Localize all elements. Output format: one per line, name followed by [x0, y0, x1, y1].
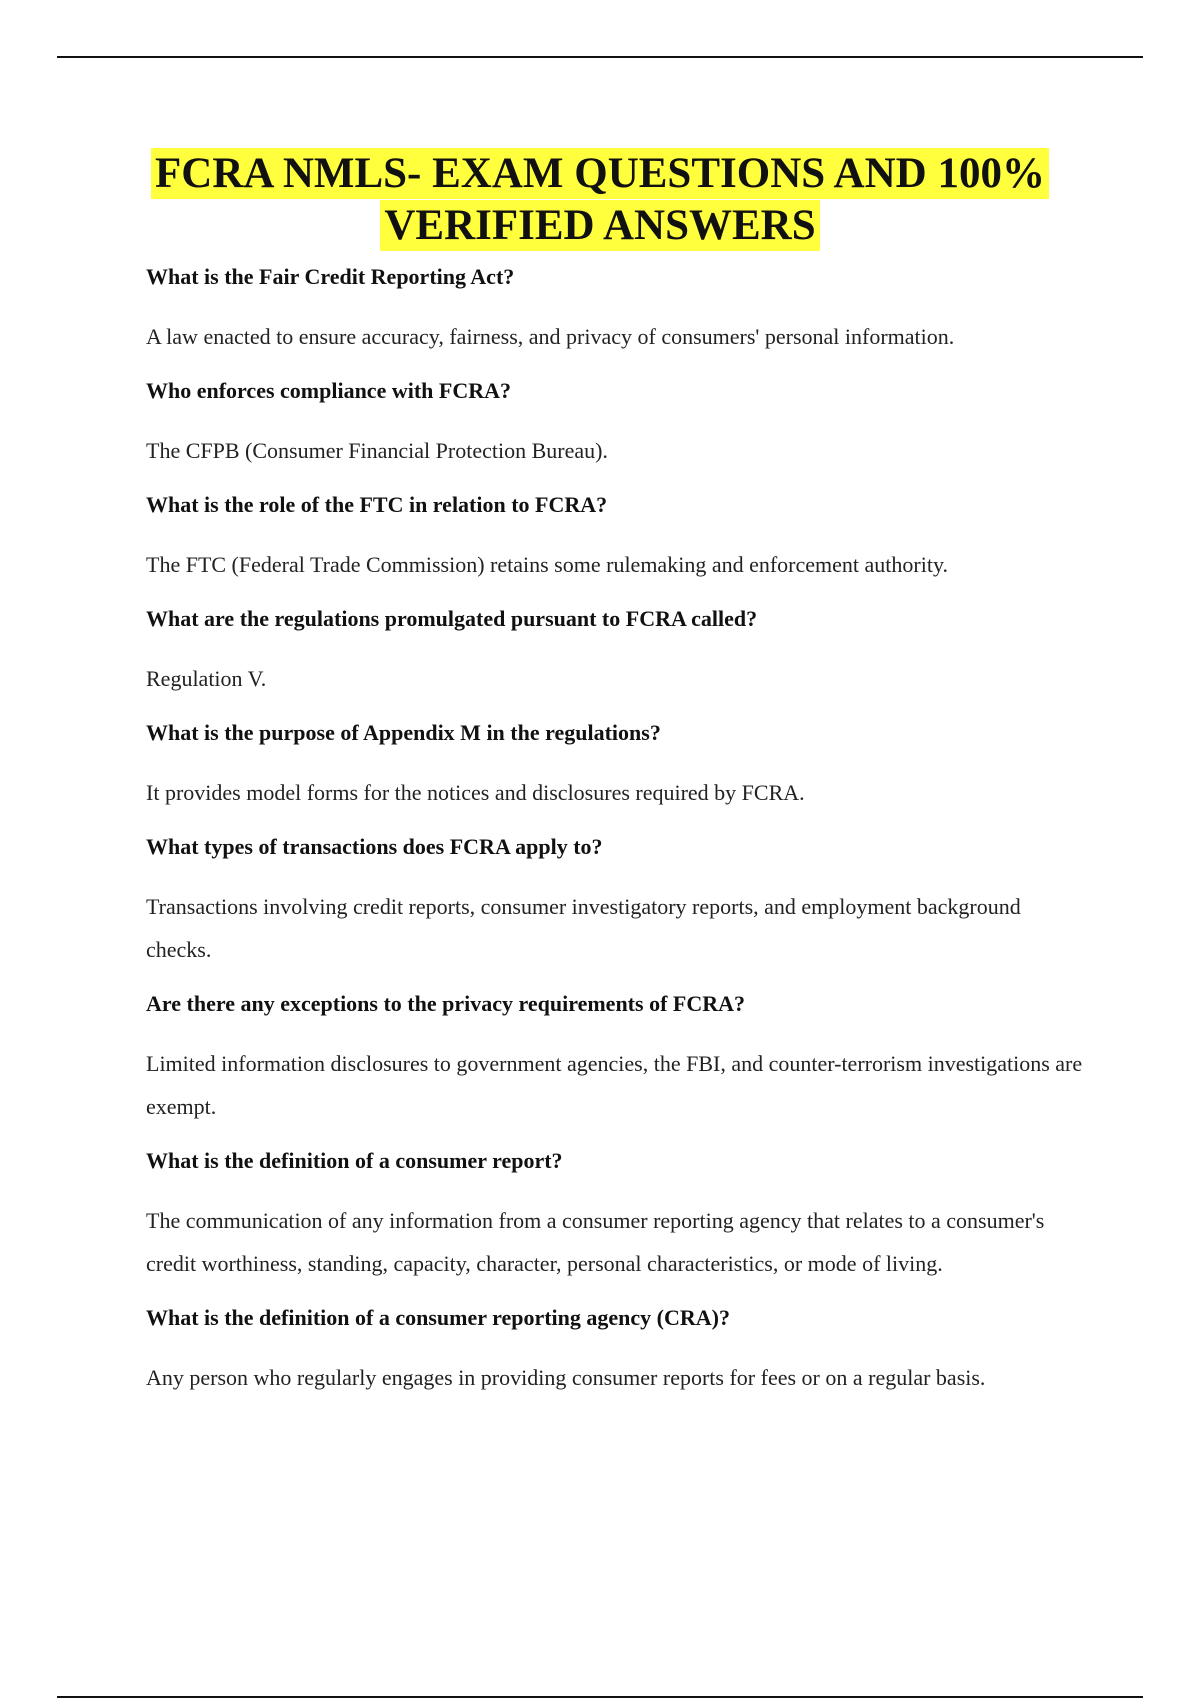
- qa-item: [146, 713, 1086, 814]
- bottom-divider: [57, 1696, 1143, 1698]
- question: Who enforces compliance with FCRA?: [146, 378, 511, 403]
- answer: The FTC (Federal Trade Commission) retains some rulemaking and enforcement authority.: [146, 552, 949, 577]
- qa-item: [146, 984, 1086, 1128]
- document-title: [60, 148, 1140, 252]
- question: What is the role of the FTC in relation to FCRA?: [146, 492, 608, 517]
- answer: A law enacted to ensure accuracy, fairness, and privacy of consumers' personal information.: [146, 324, 955, 349]
- question: What is the Fair Credit Reporting Act?: [146, 264, 515, 289]
- qa-list: [146, 257, 1086, 1412]
- qa-item: [146, 1141, 1086, 1285]
- title-line-2: VERIFIED ANSWERS: [380, 200, 819, 251]
- answer: The CFPB (Consumer Financial Protection Bureau).: [146, 438, 608, 463]
- answer: Transactions involving credit reports, consumer investigatory reports, and employment background checks.: [146, 894, 1021, 962]
- qa-item: [146, 257, 1086, 358]
- answer: Any person who regularly engages in providing consumer reports for fees or on a regular basis.: [146, 1365, 986, 1390]
- question: What is the definition of a consumer report?: [146, 1148, 563, 1173]
- answer: Regulation V.: [146, 666, 267, 691]
- question: What is the definition of a consumer reporting agency (CRA)?: [146, 1305, 730, 1330]
- qa-item: [146, 599, 1086, 700]
- answer: Limited information disclosures to government agencies, the FBI, and counter-terrorism investigations are exempt.: [146, 1051, 1083, 1119]
- question: What are the regulations promulgated pursuant to FCRA called?: [146, 606, 758, 631]
- answer: The communication of any information from a consumer reporting agency that relates to a consumer's credit worthiness, standing, capacity, character, personal characteristics, or mode of living.: [146, 1208, 1045, 1276]
- title-line-1: FCRA NMLS- EXAM QUESTIONS AND 100%: [151, 148, 1049, 199]
- qa-item: [146, 1298, 1086, 1399]
- qa-item: [146, 485, 1086, 586]
- answer: It provides model forms for the notices and disclosures required by FCRA.: [146, 780, 805, 805]
- question: Are there any exceptions to the privacy requirements of FCRA?: [146, 991, 745, 1016]
- question: What is the purpose of Appendix M in the regulations?: [146, 720, 661, 745]
- question: What types of transactions does FCRA apply to?: [146, 834, 603, 859]
- qa-item: [146, 371, 1086, 472]
- top-divider: [57, 56, 1143, 58]
- qa-item: [146, 827, 1086, 971]
